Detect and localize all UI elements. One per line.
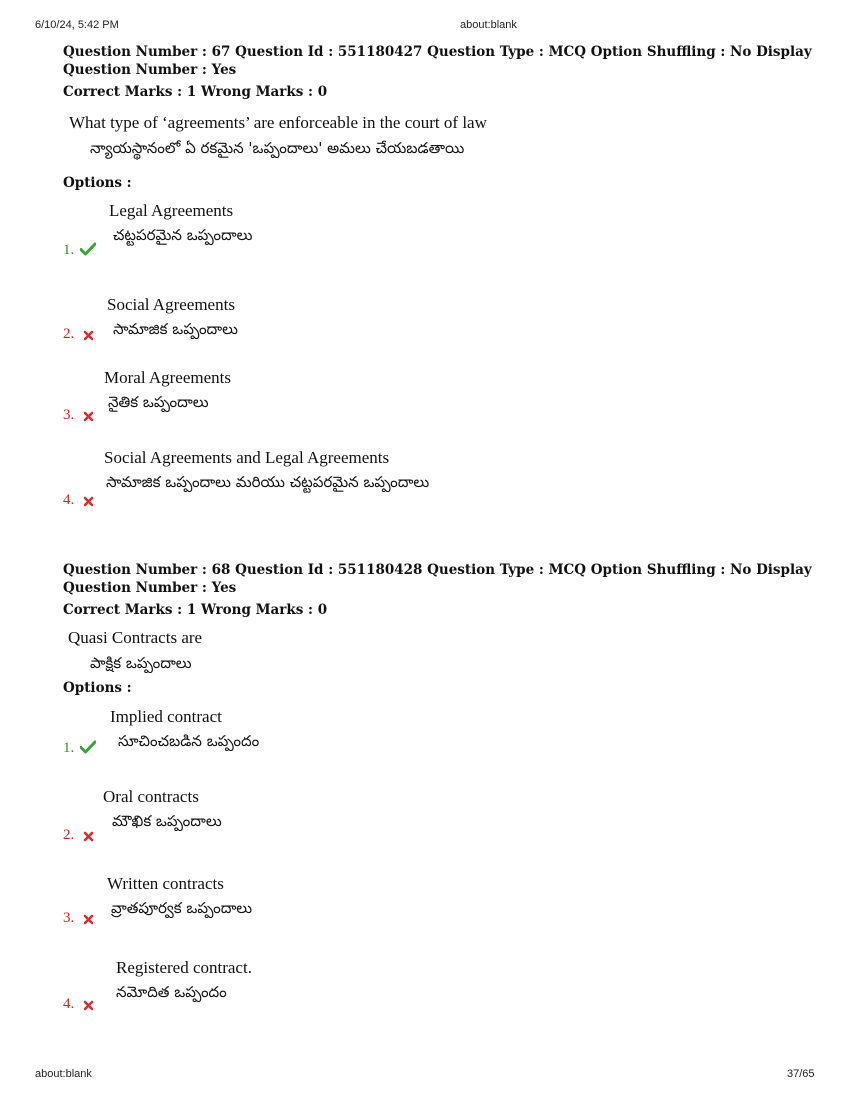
option-text-te: సూచించబడిన ఒప్పందం	[118, 732, 260, 750]
option-text-te: నైతిక ఒప్పందాలు	[108, 393, 209, 411]
question-meta-line1: Question Number : 68 Question Id : 551180428 Question Type : MCQ Option Shuffling : No Display	[63, 562, 812, 578]
question-meta-line2: Question Number : Yes	[63, 580, 237, 596]
check-icon	[80, 241, 96, 260]
check-icon	[80, 739, 96, 758]
option-number: 1.	[63, 242, 75, 258]
option-number: 3.	[63, 407, 75, 423]
question-text-en: Quasi Contracts are	[68, 628, 203, 647]
option-text-en: Registered contract.	[116, 958, 252, 977]
option-text-te: చట్టపరమైన ఒప్పందాలు	[113, 226, 253, 244]
cross-icon	[83, 407, 94, 426]
question-text-te: న్యాయస్థానంలో ఏ రకమైన 'ఒప్పందాలు' అమలు చేయబడతాయి	[90, 139, 465, 157]
option-number: 3.	[63, 910, 75, 926]
print-datetime: 6/10/24, 5:42 PM	[35, 19, 119, 31]
cross-icon	[83, 827, 94, 846]
option-text-te: సామాజిక ఒప్పందాలు మరియు చట్టపరమైన ఒప్పందాలు	[106, 473, 430, 491]
print-page-number: 37/65	[787, 1068, 815, 1080]
option-text-te: సామాజిక ఒప్పందాలు	[113, 320, 238, 338]
question-text-en: What type of ‘agreements’ are enforceable in the court of law	[69, 113, 487, 132]
options-label: Options :	[63, 175, 132, 191]
question-meta-line2: Question Number : Yes	[63, 62, 237, 78]
option-text-en: Legal Agreements	[109, 201, 234, 220]
option-text-en: Social Agreements and Legal Agreements	[104, 448, 390, 467]
cross-icon	[83, 492, 94, 511]
option-number: 4.	[63, 996, 75, 1012]
print-title: about:blank	[460, 19, 517, 31]
option-number: 4.	[63, 492, 75, 508]
option-text-en: Written contracts	[107, 874, 224, 893]
question-text-te: పాక్షిక ఒప్పందాలు	[90, 654, 192, 672]
option-text-te: నమోదిత ఒప్పందం	[116, 983, 227, 1001]
option-text-en: Moral Agreements	[104, 368, 231, 387]
cross-icon	[83, 326, 94, 345]
cross-icon	[83, 996, 94, 1015]
option-text-te: మౌఖిక ఒప్పందాలు	[112, 812, 222, 830]
option-text-en: Implied contract	[110, 707, 222, 726]
question-marks: Correct Marks : 1 Wrong Marks : 0	[63, 84, 328, 100]
option-text-te: వ్రాతపూర్వక ఒప్పందాలు	[111, 899, 253, 917]
option-number: 2.	[63, 827, 75, 843]
question-meta-line1: Question Number : 67 Question Id : 551180427 Question Type : MCQ Option Shuffling : No Display	[63, 44, 812, 60]
option-number: 2.	[63, 326, 75, 342]
question-marks: Correct Marks : 1 Wrong Marks : 0	[63, 602, 328, 618]
cross-icon	[83, 910, 94, 929]
option-text-en: Social Agreements	[107, 295, 235, 314]
options-label: Options :	[63, 680, 132, 696]
option-text-en: Oral contracts	[103, 787, 199, 806]
print-footer-url: about:blank	[35, 1068, 92, 1080]
option-number: 1.	[63, 740, 75, 756]
